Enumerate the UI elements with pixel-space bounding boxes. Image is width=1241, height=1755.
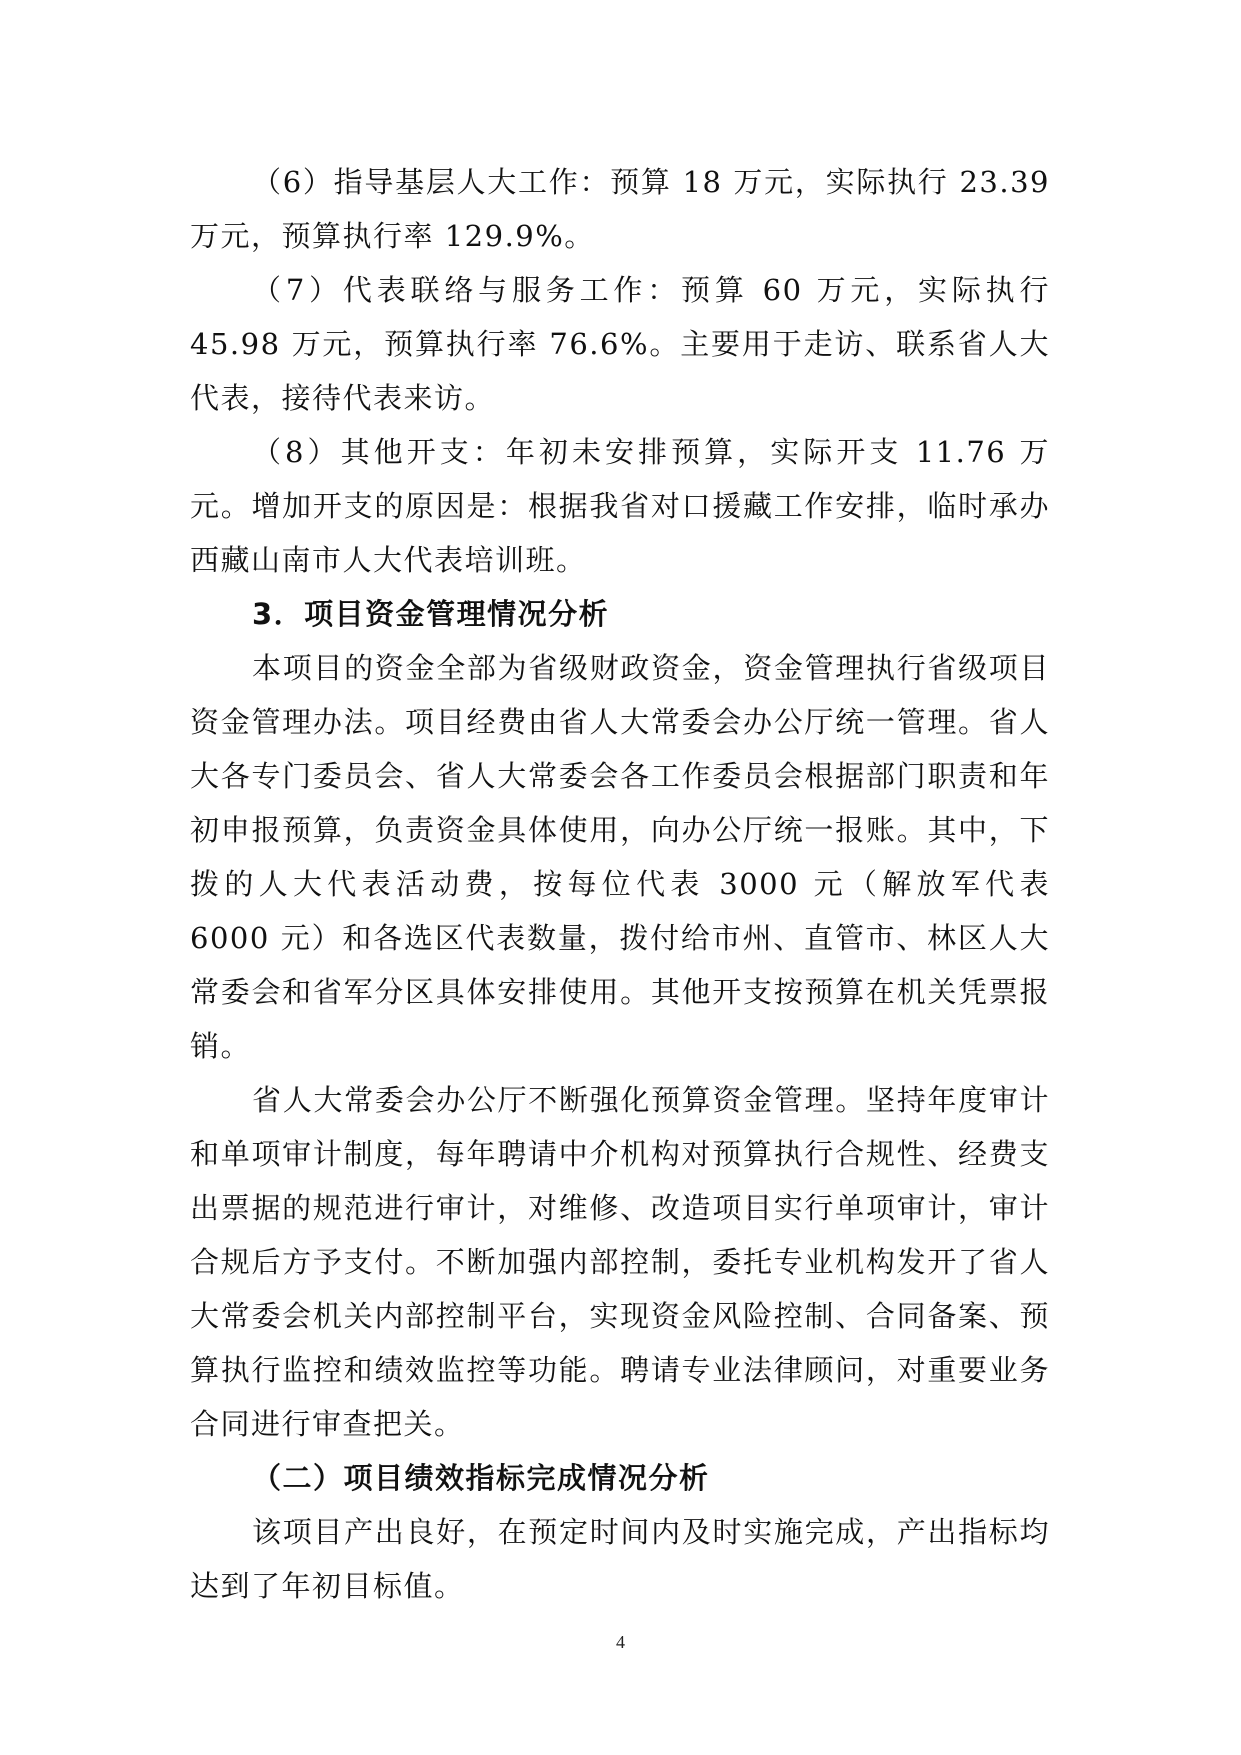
- paragraph-output-summary: 该项目产出良好，在预定时间内及时实施完成，产出指标均达到了年初目标值。: [190, 1515, 1050, 1603]
- section-heading-fund-management: 3．项目资金管理情况分析: [252, 597, 610, 631]
- paragraph-representative-liaison: （7）代表联络与服务工作：预算 60 万元，实际执行 45.98 万元，预算执行率 76.6%。主要用于走访、联系省人大代表，接待代表来访。: [190, 273, 1050, 415]
- paragraph-other-expenses: （8）其他开支：年初未安排预算，实际开支 11.76 万元。增加开支的原因是：根据我省对口援藏工作安排，临时承办西藏山南市人大代表培训班。: [190, 435, 1050, 577]
- paragraph-budget-management: 省人大常委会办公厅不断强化预算资金管理。坚持年度审计和单项审计制度，每年聘请中介机构对预算执行合规性、经费支出票据的规范进行审计，对维修、改造项目实行单项审计，审计合规后方予支付。不断加强内部控制，委托专业机构发开了省人大常委会机关内部控制平台，实现资金风险控制、合同备案、预算执行监控和绩效监控等功能。聘请专业法律顾问，对重要业务合同进行审查把关。: [190, 1083, 1050, 1441]
- section-heading-performance-indicators: （二）项目绩效指标完成情况分析: [252, 1461, 710, 1495]
- paragraph-fund-source: 本项目的资金全部为省级财政资金，资金管理执行省级项目资金管理办法。项目经费由省人大常委会办公厅统一管理。省人大各专门委员会、省人大常委会各工作委员会根据部门职责和年初申报预算，负责资金具体使用，向办公厅统一报账。其中，下拨的人大代表活动费，按每位代表 3000 元（解放军代表 6000 元）和各选区代表数量，拨付给市州、直管市、林区人大常委会和省军分区具体安排使用。其他开支按预算在机关凭票报销。: [190, 651, 1050, 1063]
- page-number: 4: [616, 1632, 625, 1652]
- document-page: [190, 155, 1050, 1613]
- paragraph-guidance-work: （6）指导基层人大工作：预算 18 万元，实际执行 23.39 万元，预算执行率 129.9%。: [190, 165, 1050, 253]
